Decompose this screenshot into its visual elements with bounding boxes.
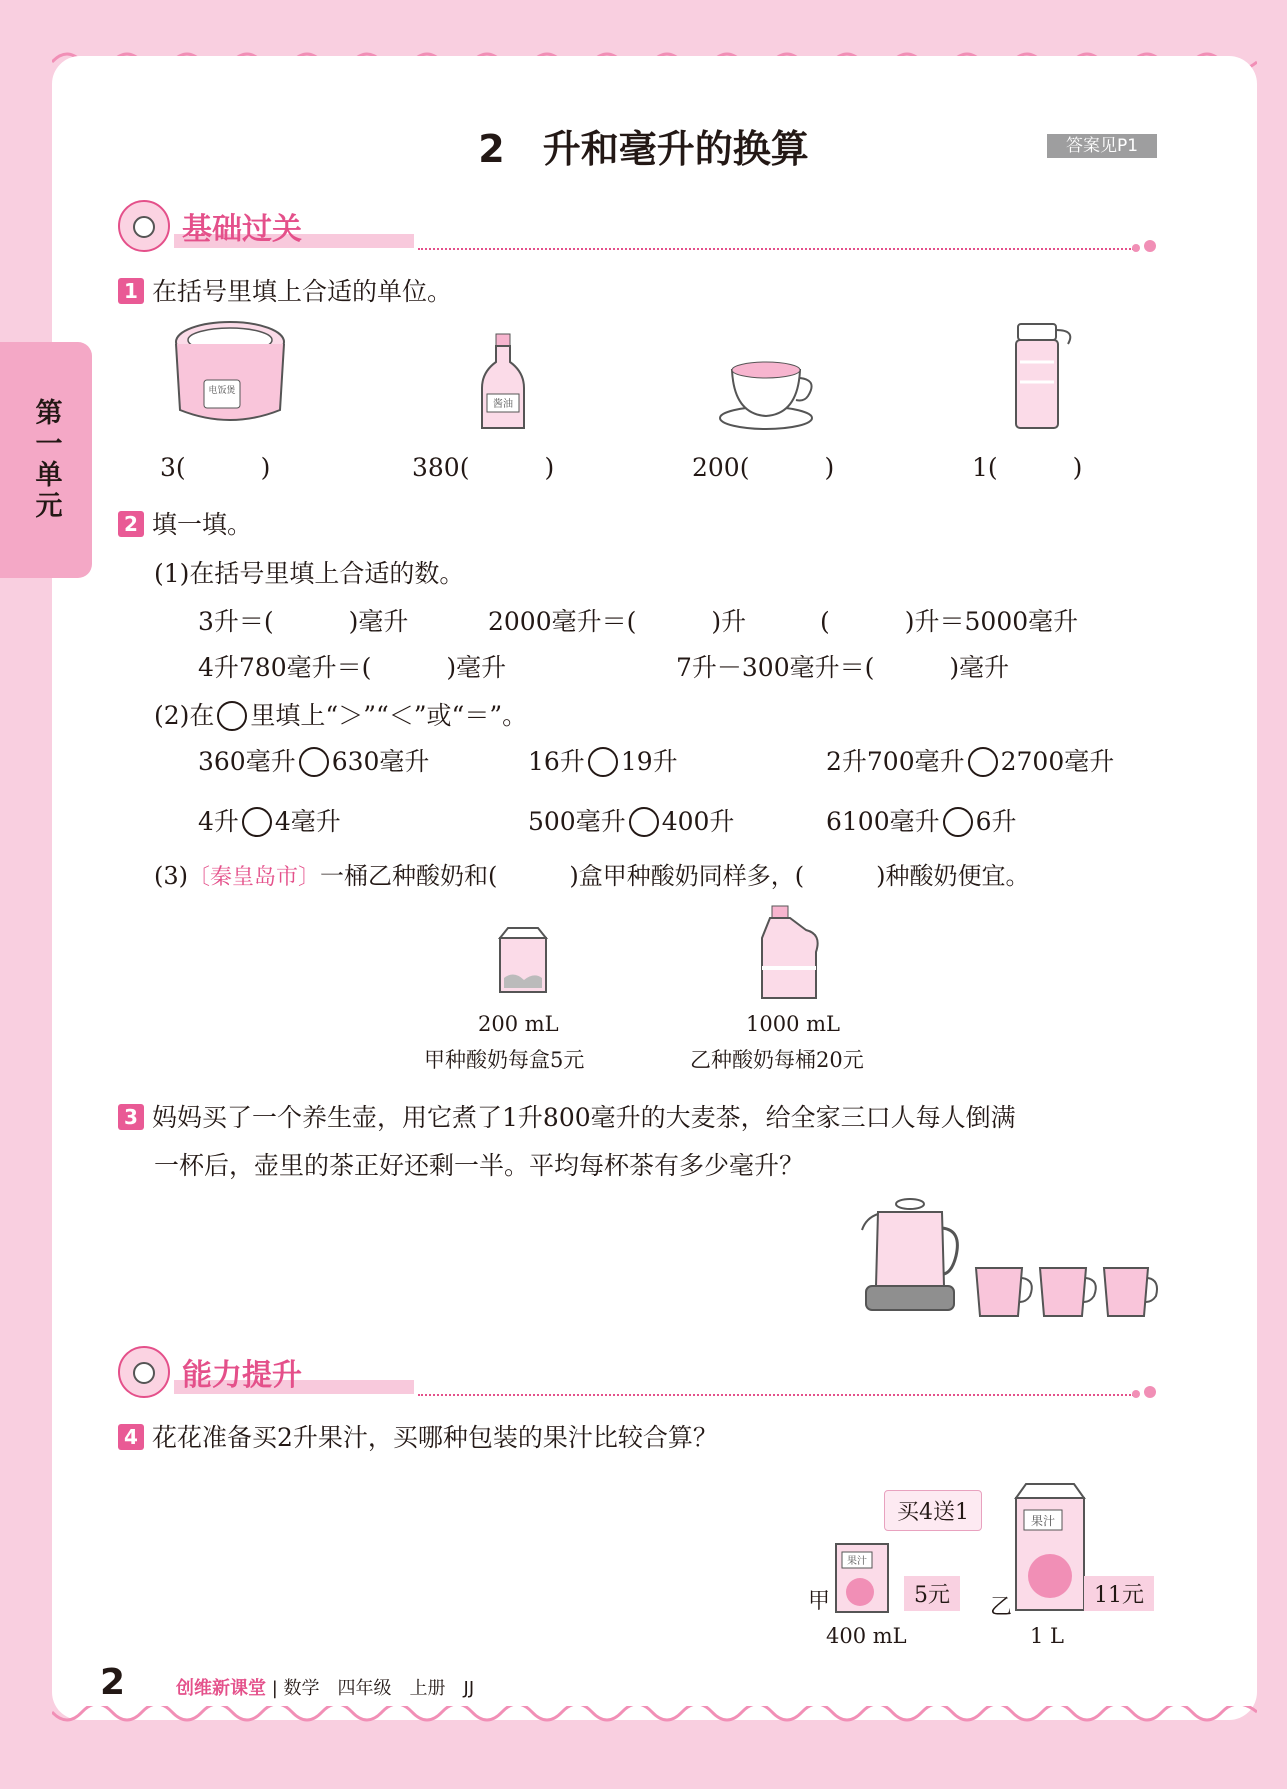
answer-reference-badge: 答案见P1: [1047, 134, 1157, 158]
child-face-icon: [118, 1346, 170, 1398]
section-header-advanced: [118, 1346, 1158, 1406]
question-number: 4: [118, 1424, 144, 1450]
yogurt-b-volume: 1000 mL: [746, 1012, 840, 1036]
q1-blank-2[interactable]: 380( ): [412, 453, 555, 482]
q2-part1-prompt: (1)在括号里填上合适的数。: [154, 559, 465, 588]
wavy-border-bottom: [52, 1706, 1257, 1730]
section-title: 基础过关: [182, 212, 302, 247]
package-yi-label: 乙: [990, 1595, 1013, 1620]
q2-fill-3[interactable]: ( )升＝5000毫升: [820, 607, 1079, 636]
yogurt-b-price: 乙种酸奶每桶20元: [690, 1048, 864, 1072]
section-header-basic: [118, 200, 1158, 260]
dot-ornament: [1144, 240, 1156, 252]
unit-label: 第一单元: [30, 398, 62, 522]
footer-brand: 创维新课堂 | 数学 四年级 上册 JJ: [176, 1678, 475, 1699]
region-tag: 〔秦皇岛市〕: [188, 865, 321, 890]
compare-item: 2升700毫升 2700毫升: [826, 747, 1115, 776]
dot-ornament: [1132, 1390, 1140, 1398]
q2-fill-5[interactable]: 7升－300毫升＝( )毫升: [676, 653, 1010, 682]
question-number: 1: [118, 278, 144, 304]
q2-part3: (3)〔秦皇岛市〕一桶乙种酸奶和( )盒甲种酸奶同样多，( )种酸奶便宜。: [154, 862, 1030, 890]
page-title: 2 升和毫升的换算: [478, 127, 809, 171]
compare-item: 360毫升 630毫升: [198, 747, 430, 776]
dotted-rule: [418, 1394, 1134, 1396]
cooker-label: 电饭煲: [208, 386, 236, 396]
compare-item: 500毫升 400升: [528, 807, 735, 836]
compare-circle-icon: [217, 701, 247, 731]
answer-circle[interactable]: [242, 807, 272, 837]
unit-side-tab: [0, 342, 92, 578]
answer-circle[interactable]: [943, 807, 973, 837]
large-juice-carton-image: [1010, 1480, 1092, 1612]
rice-cooker-image: [170, 318, 290, 430]
soy-sauce-bottle-image: [478, 332, 528, 434]
answer-circle[interactable]: [299, 747, 329, 777]
small-juice-box-image: [832, 1538, 896, 1614]
q2-fill-4[interactable]: 4升780毫升＝( )毫升: [198, 653, 507, 682]
child-face-icon: [118, 200, 170, 252]
question-1: [118, 272, 452, 308]
question-number: 2: [118, 511, 144, 537]
yogurt-jug-image: [756, 904, 826, 1002]
kettle-and-cups-image: [858, 1198, 1160, 1320]
q3-line-2: 一杯后，壶里的茶正好还剩一半。平均每杯茶有多少毫升？: [154, 1151, 805, 1180]
answer-circle[interactable]: [588, 747, 618, 777]
juice-label: 果汁: [1030, 1514, 1056, 1528]
teacup-image: [718, 352, 822, 432]
q2-fill-2[interactable]: 2000毫升＝( )升: [488, 607, 747, 636]
question-prompt: 花花准备买2升果汁，买哪种包装的果汁比较合算？: [152, 1423, 718, 1452]
part2-prefix: (2)在: [154, 701, 215, 730]
package-jia-volume: 400 mL: [826, 1624, 907, 1648]
question-3: [118, 1098, 1016, 1134]
section-title: 能力提升: [182, 1358, 302, 1393]
question-number: 3: [118, 1104, 144, 1130]
juice-label: 果汁: [847, 1556, 867, 1567]
compare-item: 6100毫升 6升: [826, 807, 1017, 836]
package-yi-price: 11元: [1084, 1576, 1154, 1611]
q1-blank-4[interactable]: 1( ): [972, 453, 1083, 482]
dot-ornament: [1132, 244, 1140, 252]
water-bottle-image: [1010, 322, 1076, 432]
package-yi-volume: 1 L: [1030, 1624, 1064, 1648]
q1-blank-3[interactable]: 200( ): [692, 453, 835, 482]
question-prompt: 填一填。: [152, 510, 253, 539]
yogurt-box-image: [494, 924, 554, 996]
book-info: 数学 四年级 上册 JJ: [283, 1678, 475, 1699]
yogurt-a-price: 甲种酸奶每盒5元: [424, 1048, 585, 1072]
dotted-rule: [418, 248, 1134, 250]
question-2: [118, 505, 252, 541]
q2-part3-blanks[interactable]: 一桶乙种酸奶和( )盒甲种酸奶同样多，( )种酸奶便宜。: [320, 862, 1030, 890]
answer-circle[interactable]: [968, 747, 998, 777]
compare-item: 4升 4毫升: [198, 807, 341, 836]
package-jia-label: 甲: [808, 1589, 831, 1614]
yogurt-a-volume: 200 mL: [478, 1012, 559, 1036]
question-prompt: 在括号里填上合适的单位。: [152, 277, 453, 306]
q3-line-1: 妈妈买了一个养生壶，用它煮了1升800毫升的大麦茶，给全家三口人每人倒满: [152, 1103, 1016, 1132]
page-number: 2: [100, 1662, 126, 1703]
brand-name: 创维新课堂: [176, 1678, 266, 1699]
package-jia-price: 5元: [904, 1576, 960, 1611]
q1-blank-1[interactable]: 3( ): [160, 453, 271, 482]
soy-label: 酱油: [493, 399, 513, 410]
question-4: [118, 1418, 718, 1454]
q2-part2-prompt: [154, 696, 527, 732]
q2-fill-1[interactable]: 3升＝( )毫升: [198, 607, 409, 636]
promo-bubble: 买4送1: [884, 1490, 982, 1531]
part2-suffix: 里填上“＞”“＜”或“＝”。: [250, 701, 528, 730]
dot-ornament: [1144, 1386, 1156, 1398]
answer-circle[interactable]: [629, 807, 659, 837]
compare-item: 16升 19升: [528, 747, 678, 776]
